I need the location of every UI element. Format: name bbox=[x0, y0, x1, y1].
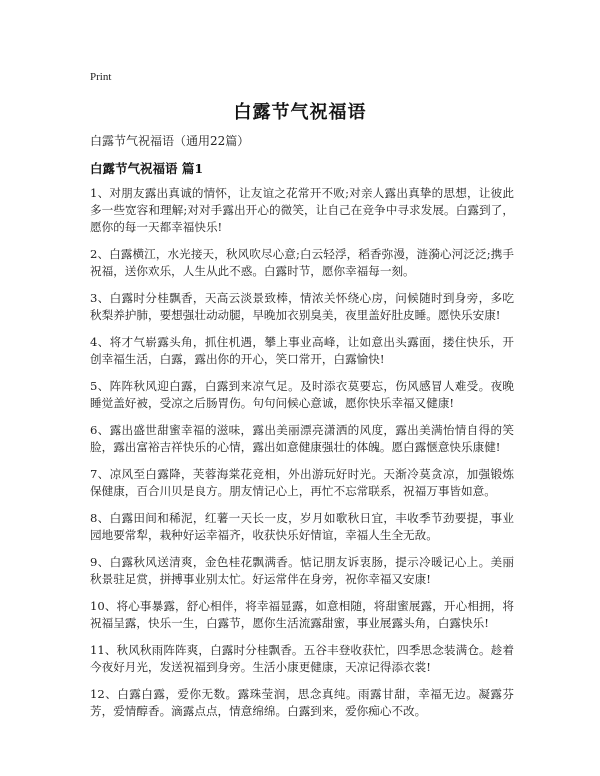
paragraph: 3、白露时分桂飘香，天高云淡景致棒，情浓关怀绕心房，问候随时到身旁，多吃秋梨养护肺，要想强壮动动腿，早晚加衣别臭美，夜里盖好肚皮睡。愿快乐安康! bbox=[90, 291, 514, 322]
page-title: 白露节气祝福语 bbox=[233, 102, 367, 123]
print-label[interactable]: Print bbox=[90, 71, 112, 83]
paragraph: 6、露出盛世甜蜜幸福的滋味，露出美丽漂亮潇洒的风度，露出美满怡情自得的笑脸，露出富裕吉祥快乐的心情，露出如意健康强壮的体魄。愿白露惬意快乐康健! bbox=[90, 423, 514, 454]
paragraph: 10、将心事暴露，舒心相伴，将幸福显露，如意相随，将甜蜜展露，开心相拥，将祝福呈露，快乐一生，白露节，愿你生活流露甜蜜，事业展露头角，白露快乐! bbox=[90, 599, 514, 630]
paragraph: 2、白露横江，水光接天，秋风吹尽心意;白云轻浮，稻香弥漫，涟漪心河泛泛;携手祝福，送你欢乐，人生从此不惑。白露时节，愿你幸福每一刻。 bbox=[90, 247, 514, 278]
paragraph: 7、凉风至白露降，芙蓉海棠花竞相，外出游玩好时光。天渐冷莫贪凉，加强锻炼保健康，百合川贝是良方。朋友情记心上，再忙不忘常联系，祝福万事皆如意。 bbox=[90, 467, 514, 498]
paragraph: 5、阵阵秋风迎白露，白露到来凉气足。及时添衣莫要忘，伤风感冒人难受。夜晚睡觉盖好被，受凉之后肠胃伤。句句问候心意诚，愿你快乐幸福又健康! bbox=[90, 379, 514, 410]
paragraph: 12、白露白露，爱你无数。露珠莹润，思念真纯。雨露甘甜，幸福无边。凝露芬芳，爱情醇香。滴露点点，情意绵绵。白露到来，爱你痴心不改。 bbox=[90, 687, 514, 718]
section-heading: 白露节气祝福语 篇1 bbox=[90, 161, 204, 176]
paragraph: 1、对朋友露出真诚的情怀，让友谊之花常开不败;对亲人露出真挚的思想，让彼此多一些宽容和理解;对对手露出开心的微笑，让自己在竞争中寻求发展。白露到了，愿你的每一天都幸福快乐! bbox=[90, 186, 514, 234]
paragraph: 8、白露田间和稀泥，红薯一天长一皮，岁月如歌秋日宜，丰收季节劲要提，事业园地要常犁，栽种好运幸福齐，收获快乐好情谊，幸福人生全无敌。 bbox=[90, 511, 514, 542]
paragraph: 9、白露秋风送清爽，金色桂花飘满香。惦记朋友诉衷肠，提示冷暖记心上。美丽秋景驻足赏，拼搏事业别太忙。好运常伴在身旁，祝你幸福又安康! bbox=[90, 555, 514, 586]
document-subtitle: 白露节气祝福语（通用22篇） bbox=[90, 134, 250, 148]
paragraph: 4、将才气崭露头角，抓住机遇，攀上事业高峰，让如意出头露面，搂住快乐，开创幸福生活，白露，露出你的开心，笑口常开，白露愉快! bbox=[90, 335, 514, 366]
paragraph-list bbox=[90, 185, 514, 730]
paragraph: 11、秋风秋雨阵阵爽，白露时分桂飘香。五谷丰登收获忙，四季思念装满仓。趁着今夜好月光，发送祝福到身旁。生活小康更健康，天凉记得添衣裳! bbox=[90, 643, 514, 674]
